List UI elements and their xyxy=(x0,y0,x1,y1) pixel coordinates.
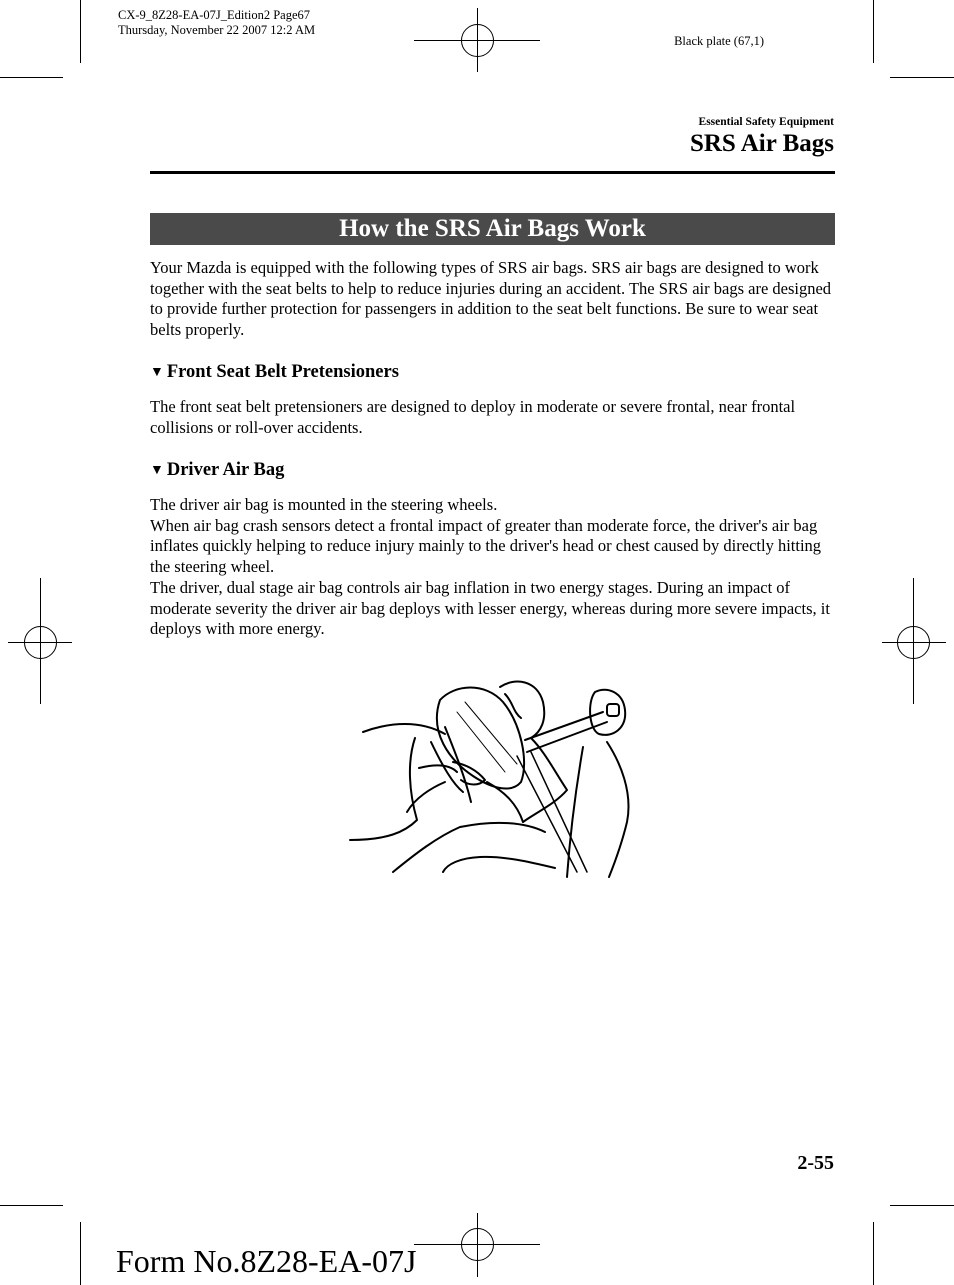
paragraph-text: The driver, dual stage air bag controls air bag inflation in two energy stages. During an impact of moderate severity the driver air bag deploys with lesser energy, whereas during more severe impacts, it deploys with more energy. xyxy=(150,577,830,639)
intro-text: Your Mazda is equipped with the following types of SRS air bags. SRS air bags are designed to work together with the seat belts to help to reduce injuries during an accident. The SRS air bags are designed to provide further protection for passengers in addition to the seat belt functions. Be sure to wear seat belts properly. xyxy=(150,258,832,340)
driver-air-bag-illustration xyxy=(345,672,645,878)
print-info xyxy=(118,8,315,38)
subheading-text: Driver Air Bag xyxy=(166,460,285,480)
paragraph-text: When air bag crash sensors detect a frontal impact of greater than moderate force, the driver's air bag inflates quickly helping to reduce injury mainly to the driver's head or chest caused by directly hitting the steering wheel. xyxy=(150,515,822,577)
page-number: 2-55 xyxy=(797,1152,834,1174)
section-title: SRS Air Bags xyxy=(689,130,834,157)
plate-label: Black plate (67,1) xyxy=(674,34,764,48)
subheading-driver-air-bag xyxy=(150,460,284,481)
paragraph-text: The front seat belt pretensioners are designed to deploy in moderate or severe frontal, near frontal collisions or roll-over accidents. xyxy=(150,397,796,437)
form-number: Form No.8Z28-EA-07J xyxy=(116,1243,417,1279)
crop-mark xyxy=(873,1222,874,1285)
subheading-pretensioners xyxy=(150,362,399,383)
pretensioners-paragraph xyxy=(150,397,840,438)
subheading-text: Front Seat Belt Pretensioners xyxy=(166,362,399,382)
section-label: Essential Safety Equipment xyxy=(698,116,834,128)
triangle-down-icon: ▼ xyxy=(150,365,164,380)
crop-mark xyxy=(890,1205,954,1206)
crop-mark xyxy=(80,0,81,63)
driver-air-bag-paragraphs xyxy=(150,495,840,640)
triangle-down-icon: ▼ xyxy=(150,463,164,478)
crop-mark xyxy=(80,1222,81,1285)
crop-mark xyxy=(873,0,874,63)
print-timestamp: Thursday, November 22 2007 12:2 AM xyxy=(118,23,316,37)
crop-mark xyxy=(890,77,954,78)
title-rule xyxy=(150,171,835,174)
paragraph-text: The driver air bag is mounted in the steering wheels. xyxy=(150,495,498,514)
crop-mark xyxy=(0,77,63,78)
intro-paragraph xyxy=(150,258,840,341)
banner-title: How the SRS Air Bags Work xyxy=(150,213,835,245)
print-file-name: CX-9_8Z28-EA-07J_Edition2 Page67 xyxy=(118,8,310,22)
crop-mark xyxy=(0,1205,63,1206)
